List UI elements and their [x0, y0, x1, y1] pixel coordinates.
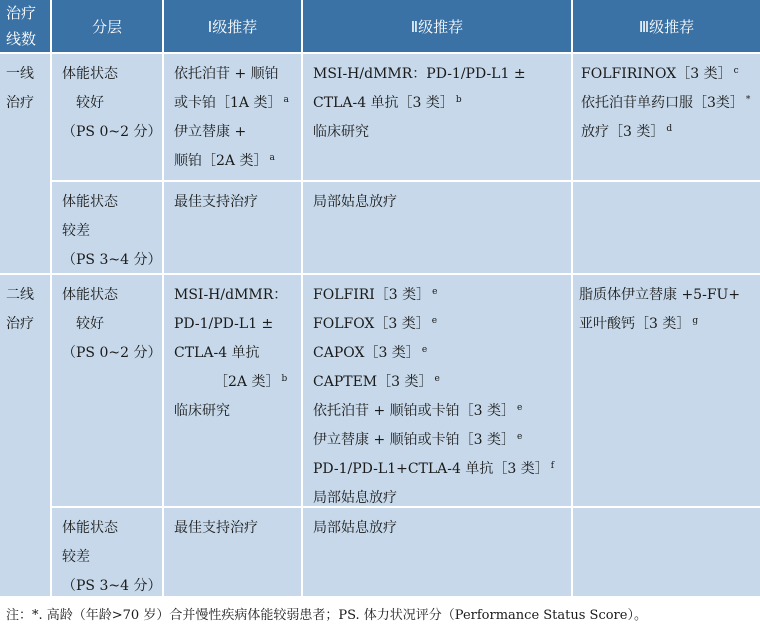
rec-text: CTLA-4 单抗 — [174, 345, 260, 361]
rec-text: 依托泊苷 + 顺铂 — [174, 66, 279, 82]
layer-text: 较差 — [62, 549, 90, 565]
rec-line — [174, 89, 301, 118]
footnote-mark: e — [517, 432, 523, 442]
header-line-count: 治疗 线数 — [0, 0, 50, 52]
layer-text: 体能状态 — [62, 287, 118, 303]
rec-line — [313, 368, 571, 397]
level-2-cell — [303, 508, 571, 543]
rec-line — [174, 368, 301, 397]
rec-text: 亚叶酸钙［3 类］ — [579, 316, 691, 332]
rec-line — [313, 426, 571, 455]
level-1-cell — [164, 182, 301, 217]
rec-text: 依托泊苷单药口服［3类］ — [581, 95, 744, 111]
rec-text: CTLA-4 单抗［3 类］ — [313, 95, 454, 111]
level-1-cell — [164, 54, 301, 176]
rec-line — [313, 310, 571, 339]
level-3-cell — [573, 275, 760, 339]
rec-line — [313, 455, 571, 484]
rec-line — [581, 118, 760, 147]
layer-cell — [52, 508, 162, 601]
rec-line — [579, 281, 760, 310]
header-level-2: Ⅱ级推荐 — [303, 0, 571, 52]
footnote-mark: c — [733, 66, 739, 76]
line-text: 治疗 — [6, 95, 34, 111]
layer-text: 体能状态 — [62, 194, 118, 210]
level-2-cell — [303, 182, 571, 217]
footnote-mark: e — [434, 374, 440, 384]
rec-text: 伊立替康 + — [174, 124, 247, 140]
rec-text: 脂质体伊立替康 +5-FU+ — [579, 287, 741, 303]
rec-line — [174, 339, 301, 368]
layer-text: 体能状态 — [62, 66, 118, 82]
rec-text: 最佳支持治疗 — [174, 194, 258, 210]
rec-line — [313, 281, 571, 310]
table-footnote: 注：*. 高龄（年龄>70 岁）合并慢性疾病体能较弱患者；PS. 体力状况评分（Performance Status Score）。 — [6, 608, 647, 623]
rec-line — [313, 339, 571, 368]
level-3-cell — [573, 54, 760, 147]
level-2-cell — [303, 54, 571, 147]
rec-line — [581, 89, 760, 118]
rec-line — [174, 147, 301, 176]
line-cell-second — [0, 275, 50, 339]
footnote-mark: g — [692, 316, 699, 326]
footnote-mark: f — [550, 461, 555, 471]
header-level-1: Ⅰ级推荐 — [164, 0, 301, 52]
footnote-mark: e — [431, 316, 438, 326]
layer-cell — [52, 182, 162, 275]
rec-text: MSI-H/dMMR：PD-1/PD-L1 ± — [313, 66, 526, 82]
layer-text: 较好 — [76, 95, 104, 111]
header-layer: 分层 — [52, 0, 162, 52]
level-2-cell — [303, 275, 571, 513]
rec-text: ［2A 类］ — [214, 374, 280, 390]
layer-text: （PS 3~4 分） — [62, 252, 162, 268]
rec-text: PD-1/PD-L1+CTLA-4 单抗［3 类］ — [313, 461, 549, 477]
rec-line — [174, 118, 301, 147]
rec-text: CAPTEM［3 类］ — [313, 374, 433, 390]
rec-text: 最佳支持治疗 — [174, 520, 258, 536]
rec-text: 局部姑息放疗 — [313, 194, 397, 210]
rec-text: FOLFIRINOX［3 类］ — [581, 66, 732, 82]
layer-text: 体能状态 — [62, 520, 118, 536]
rec-text: PD-1/PD-L1 ± — [174, 316, 274, 332]
rec-text: 放疗［3 类］ — [581, 124, 665, 140]
rec-text: 伊立替康 + 顺铂或卡铂［3 类］ — [313, 432, 515, 448]
rec-text: 依托泊苷 + 顺铂或卡铂［3 类］ — [313, 403, 515, 419]
level-1-cell — [164, 508, 301, 543]
footnote-mark: b — [455, 95, 462, 105]
level-1-cell — [164, 275, 301, 426]
rec-line — [313, 60, 571, 89]
layer-text: （PS 3~4 分） — [62, 578, 162, 594]
rec-line — [313, 89, 571, 118]
layer-text: （PS 0~2 分） — [62, 345, 162, 361]
layer-cell — [52, 54, 162, 147]
rec-text: 或卡铂［1A 类］ — [174, 95, 282, 111]
rec-text: MSI-H/dMMR： — [174, 287, 288, 303]
rec-text: 顺铂［2A 类］ — [174, 153, 268, 169]
rec-line — [174, 281, 301, 310]
footnote-mark: a — [269, 153, 275, 163]
rec-text: 局部姑息放疗 — [313, 520, 397, 536]
footnote-mark: b — [281, 374, 288, 384]
rec-text: FOLFOX［3 类］ — [313, 316, 430, 332]
rec-line — [313, 118, 571, 147]
line-cell-first — [0, 54, 50, 118]
rec-line — [174, 60, 301, 89]
line-text: 二线 — [6, 287, 34, 303]
footnote-mark: e — [432, 287, 438, 297]
layer-cell — [52, 275, 162, 368]
layer-text: 较差 — [62, 223, 90, 239]
footnote-mark: a — [283, 95, 289, 105]
rec-text: CAPOX［3 类］ — [313, 345, 420, 361]
line-text: 治疗 — [6, 316, 34, 332]
layer-text: 较好 — [76, 316, 104, 332]
rec-text: 临床研究 — [174, 403, 230, 419]
footnote-mark: * — [745, 95, 751, 105]
footnote-mark: d — [666, 124, 673, 134]
rec-line — [174, 310, 301, 339]
layer-text: （PS 0~2 分） — [62, 124, 162, 140]
footnote-mark: e — [517, 403, 523, 413]
rec-line — [581, 60, 760, 89]
rec-line — [579, 310, 760, 339]
rec-text: FOLFIRI［3 类］ — [313, 287, 431, 303]
footnote-mark: e — [421, 345, 428, 355]
rec-text: 临床研究 — [313, 124, 369, 140]
line-text: 一线 — [6, 66, 34, 82]
rec-line — [313, 397, 571, 426]
header-level-3: Ⅲ级推荐 — [573, 0, 760, 52]
rec-text: 局部姑息放疗 — [313, 490, 397, 506]
rec-line — [174, 397, 301, 426]
